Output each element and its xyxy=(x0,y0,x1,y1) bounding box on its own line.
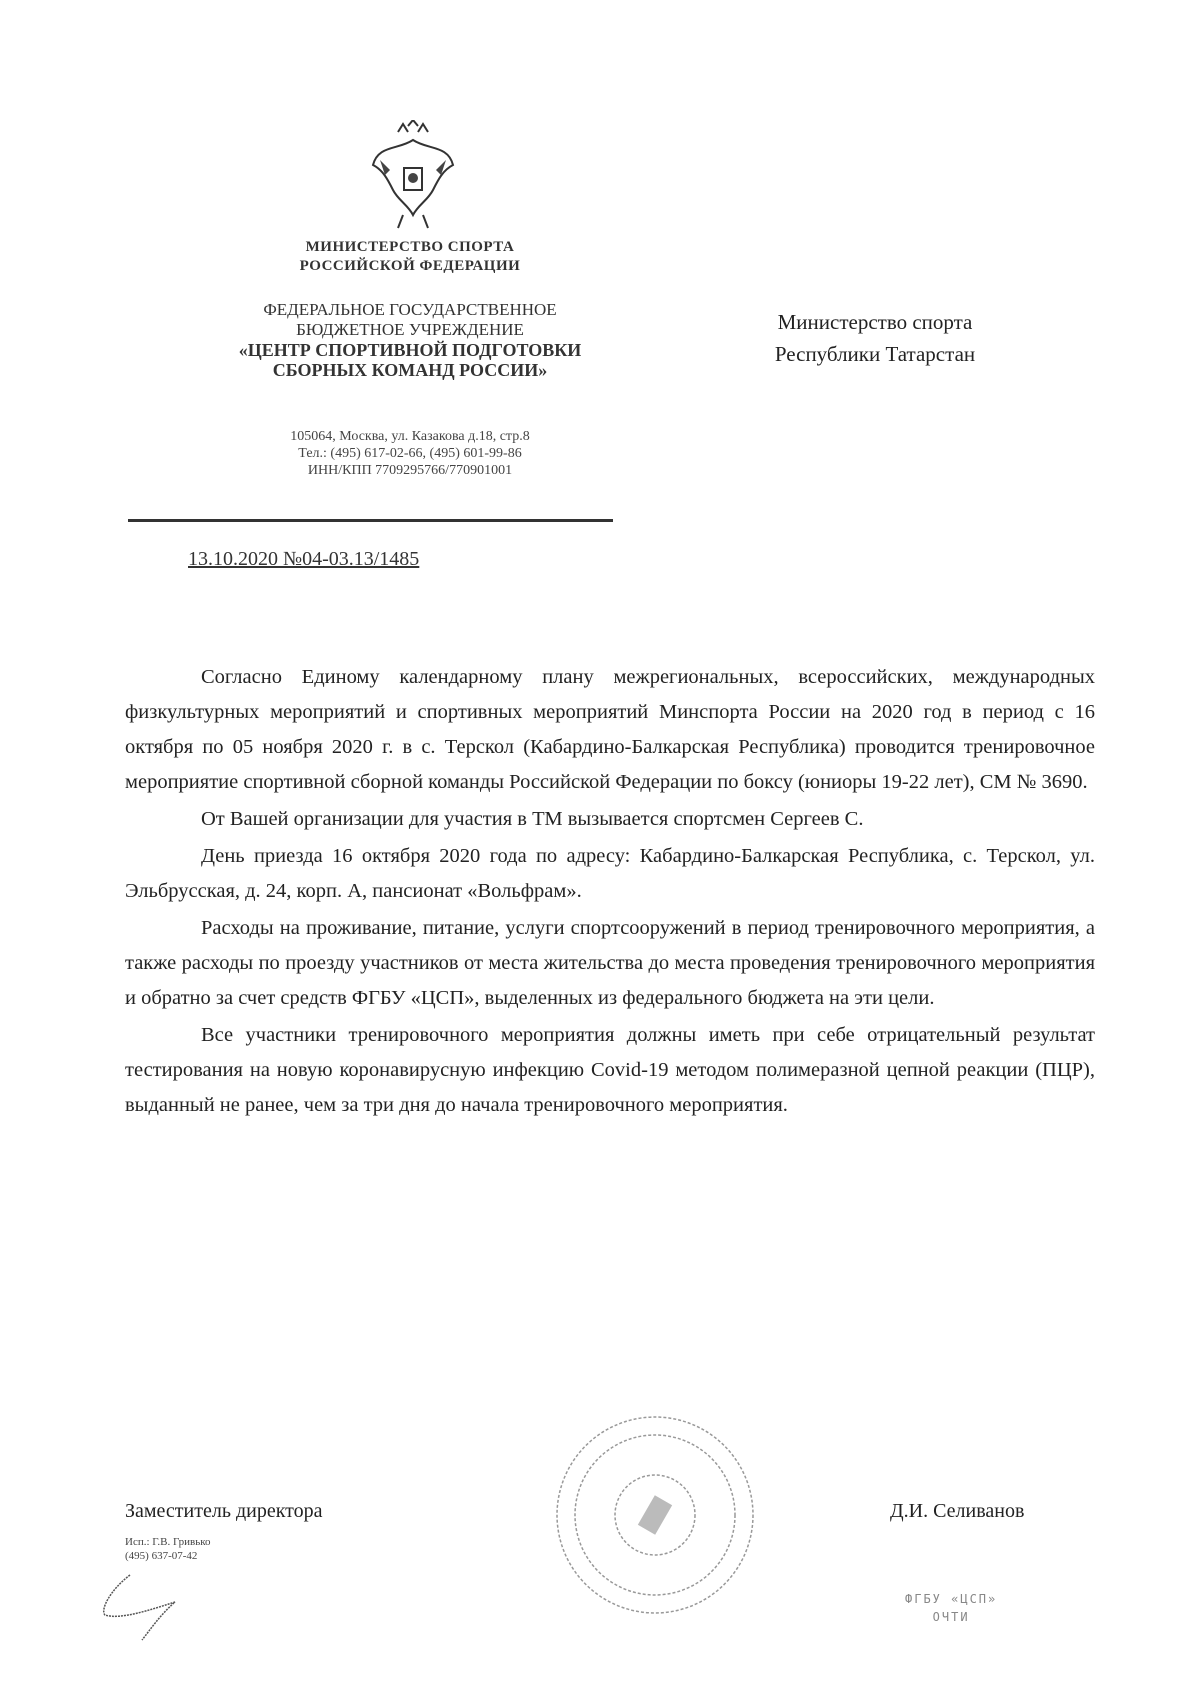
org-contacts xyxy=(190,428,630,479)
body-paragraph: Согласно Единому календарному плану межрегиональных, всероссийских, международных физкультурных мероприятий и спортивных мероприятий Минспорта России на 2020 год в период с 16 октября по 05 ноября 2020 г. в с. Терскол (Кабардино-Балкарская Республика) проводится тренировочное мероприятие спортивной сборной команды Российской Федерации по боксу (юниоры 19-22 лет), СМ № 3690. xyxy=(125,666,1095,793)
addressee-line: Министерство спорта xyxy=(777,310,973,334)
ministry-line: РОССИЙСКОЙ ФЕДЕРАЦИИ xyxy=(299,258,521,274)
org-inn: ИНН/КПП 7709295766/770901001 xyxy=(307,463,513,478)
org-type-line: БЮДЖЕТНОЕ УЧРЕЖДЕНИЕ xyxy=(296,320,524,339)
stamp-line: ОЧТИ xyxy=(932,1610,970,1624)
round-seal-stamp xyxy=(550,1410,760,1620)
org-name-line: СБОРНЫХ КОМАНД РОССИИ» xyxy=(272,360,548,380)
ministry-header xyxy=(200,238,620,276)
executor-name: Исп.: Г.В. Гривько xyxy=(125,1536,211,1548)
addressee-line: Республики Татарстан xyxy=(774,342,976,366)
ministry-line: МИНИСТЕРСТВО СПОРТА xyxy=(305,239,515,255)
letter-body xyxy=(125,660,1095,1125)
executor-phone: (495) 637-07-42 xyxy=(125,1550,198,1562)
body-paragraph: От Вашей организации для участия в ТМ вызывается спортсмен Сергеев С. xyxy=(201,808,864,830)
executor-signature xyxy=(100,1570,220,1650)
org-phone: Тел.: (495) 617-02-66, (495) 601-99-86 xyxy=(298,446,522,461)
org-name-line: «ЦЕНТР СПОРТИВНОЙ ПОДГОТОВКИ xyxy=(238,340,582,360)
coat-of-arms-emblem xyxy=(368,120,458,230)
body-paragraph: Расходы на проживание, питание, услуги спортсооружений в период тренировочного мероприятия, а также расходы по проезду участников от места жительства до места проведения тренировочного мероприятия и обратно за счет средств ФГБУ «ЦСП», выделенных из федерального бюджета на эти цели. xyxy=(125,917,1095,1009)
body-paragraph: Все участники тренировочного мероприятия должны иметь при себе отрицательный результат тестирования на новую коронавирусную инфекцию Covid-19 методом полимеразной цепной реакции (ПЦР), выданный не ранее, чем за три дня до начала тренировочного мероприятия. xyxy=(125,1024,1095,1116)
organization-header xyxy=(160,300,660,380)
executor-info xyxy=(125,1535,211,1563)
header-divider xyxy=(128,519,613,522)
stamp-line: ФГБУ «ЦСП» xyxy=(905,1592,998,1606)
body-paragraph: День приезда 16 октября 2020 года по адресу: Кабардино-Балкарская Республика, с. Терскол, ул. Эльбрусская, д. 24, корп. А, пансионат «Вольфрам». xyxy=(125,845,1095,902)
signer-position: Заместитель директора xyxy=(125,1500,323,1522)
org-address: 105064, Москва, ул. Казакова д.18, стр.8 xyxy=(290,429,530,444)
registration-number: 13.10.2020 №04-03.13/1485 xyxy=(188,548,420,570)
signer-name: Д.И. Селиванов xyxy=(890,1500,1025,1522)
registration-stamp xyxy=(905,1590,997,1626)
org-type-line: ФЕДЕРАЛЬНОЕ ГОСУДАРСТВЕННОЕ xyxy=(263,300,557,319)
addressee xyxy=(740,306,1010,370)
